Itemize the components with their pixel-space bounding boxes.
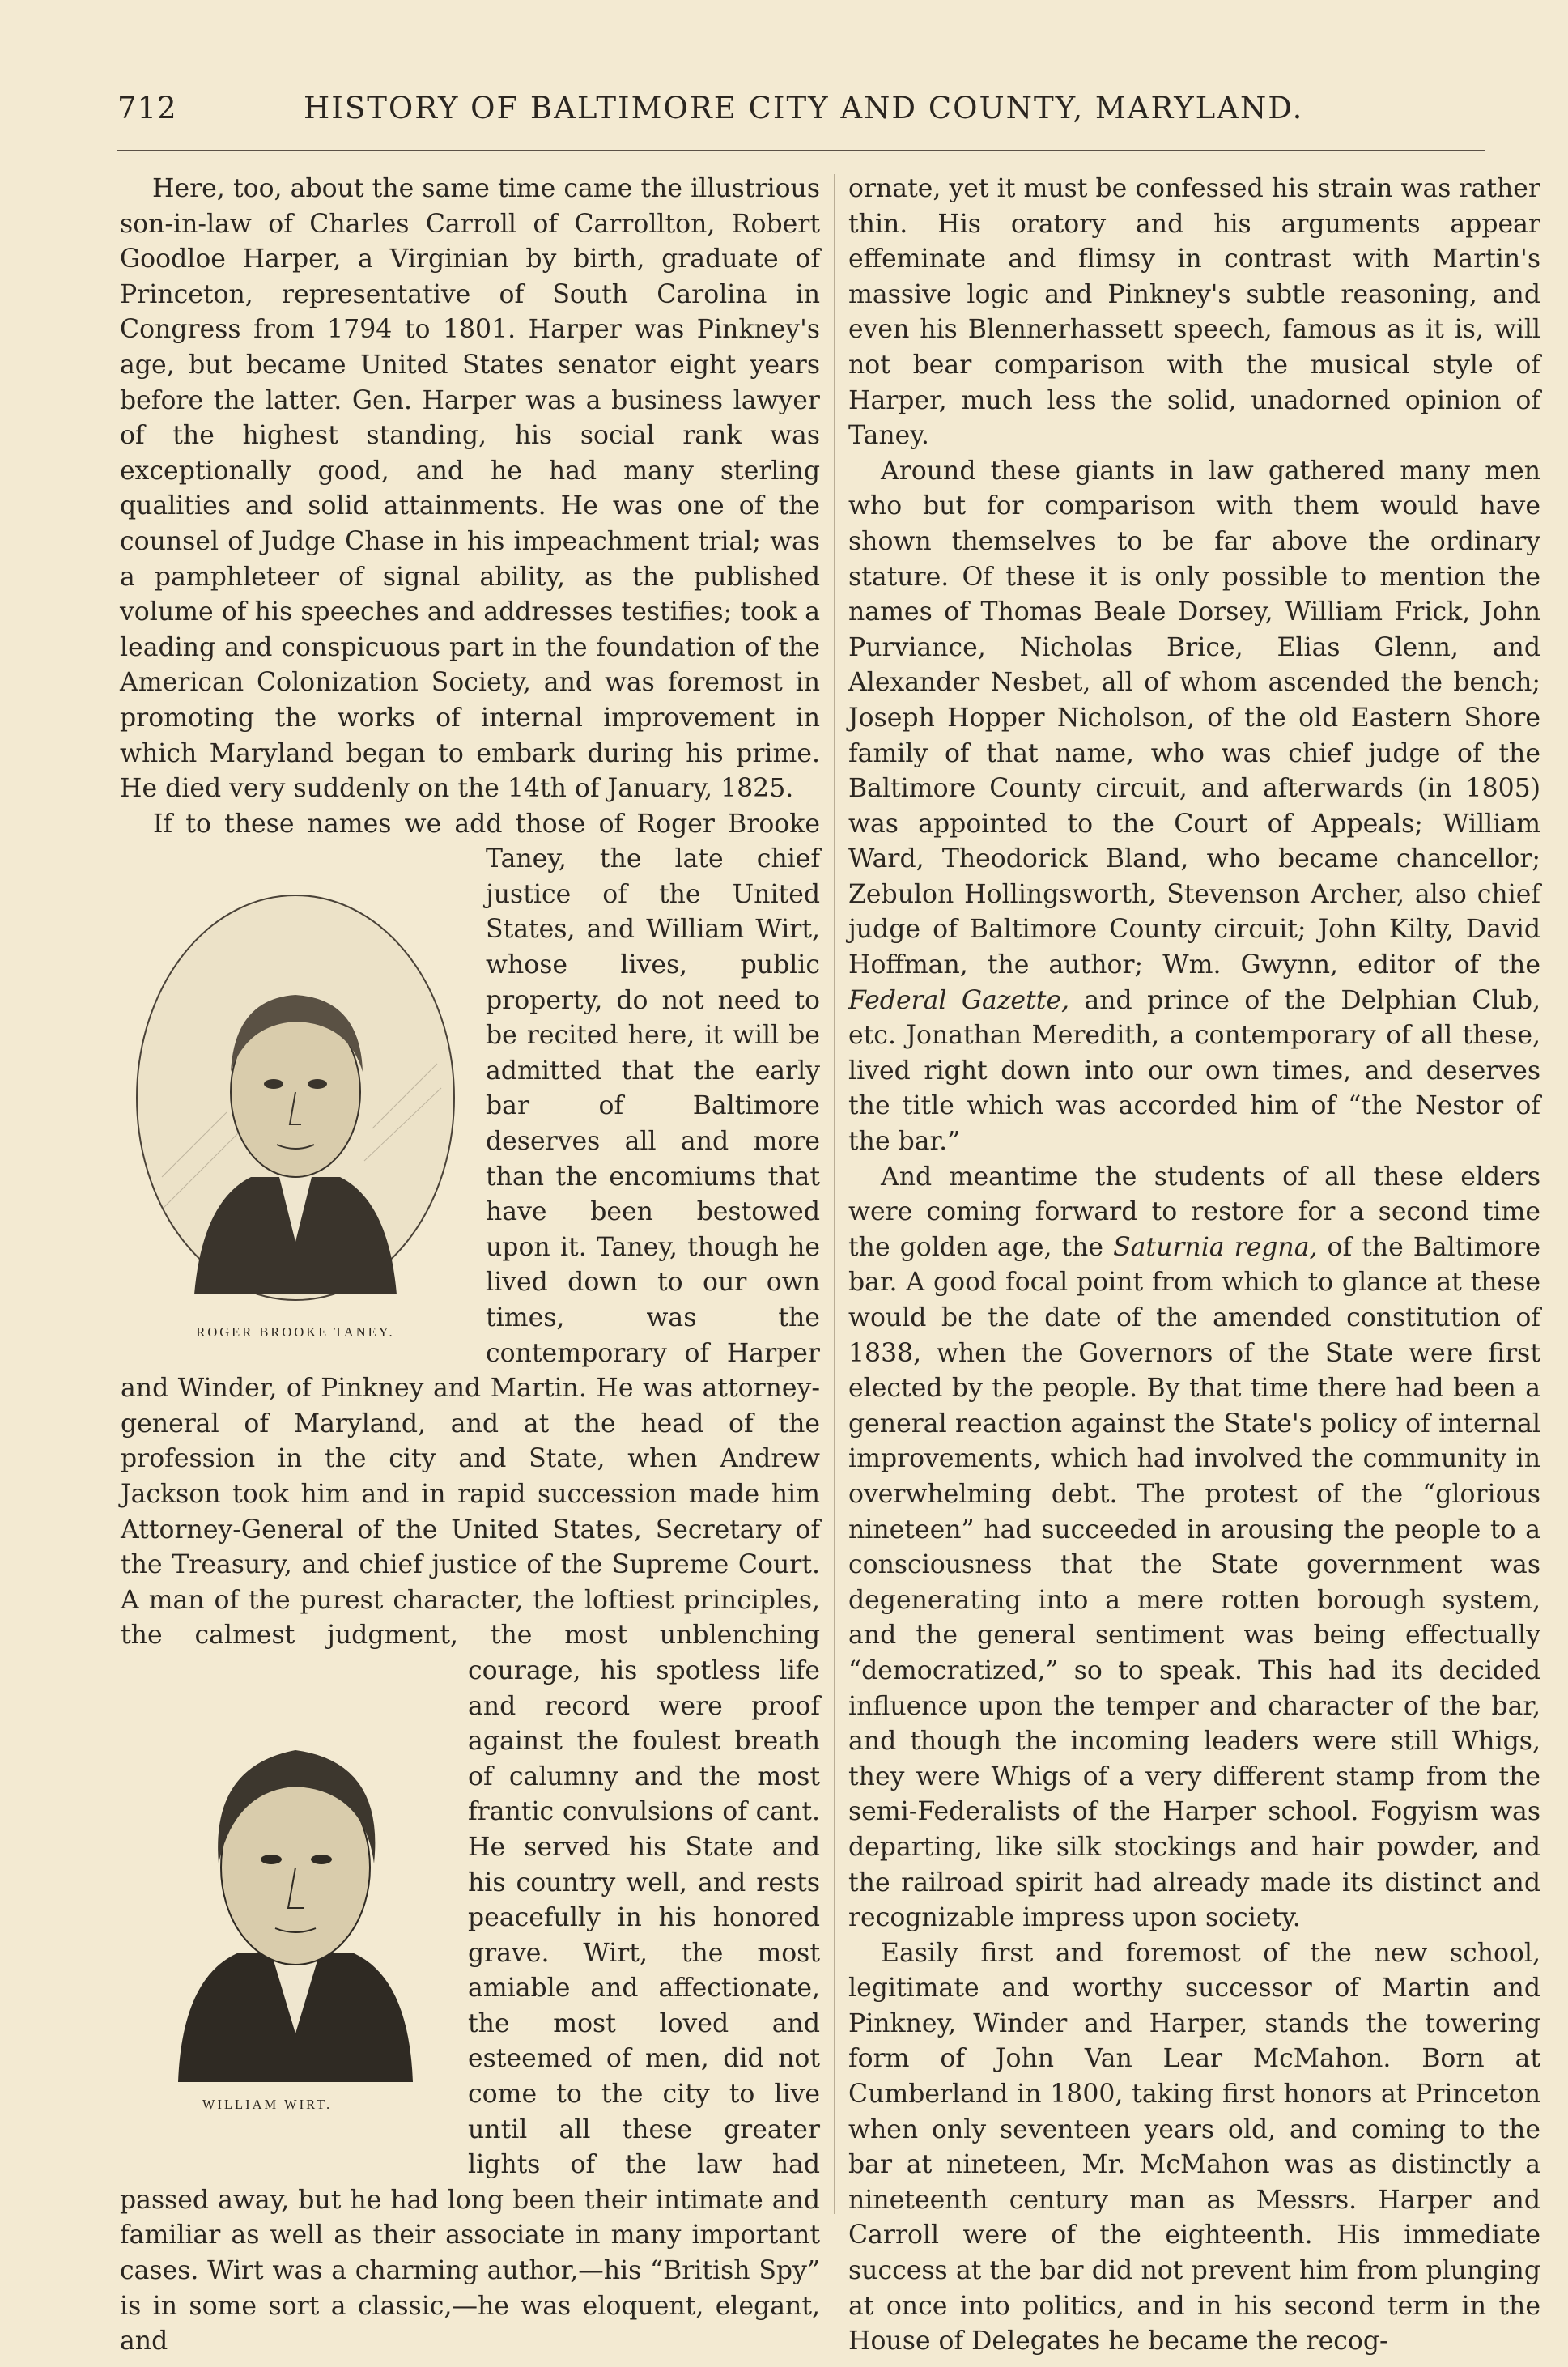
taney-portrait <box>130 886 461 1307</box>
taney-wirt-text-part2: well, and rests peacefully in his honored grave. Wirt, the most amiable and affectionate, the most loved and esteemed of men, did not come to the city to live until all these greater lights of the law had passed away, but he had long been their intimate and familiar as well as their associate in many important cases. Wirt was a charming author,—his “British Spy” is in some sort a classic,—he was eloquent, elegant, and <box>120 1868 820 2356</box>
giants-text-a: Around these giants in law gathered many men who but for comparison with them would have shown themselves to be far above the ordinary stature. Of these it is only possible to mention the names of Thomas Beale Dorsey, William Frick, John Purviance, Nicholas Brice, Elias Glenn, and Alexander Nesbet, all of whom ascended the bench; Joseph Hopper Nicholson, of the old Eastern Shore family of that name, who was chief judge of the Baltimore County circuit, and afterwards (in 1805) was appointed to the Court of Appeals; William Ward, Theodorick Bland, who became chancellor; Zebulon Hollingsworth, Stevenson Archer, also chief judge of Baltimore County circuit; John Kilty, David Hoffman, the author; Wm. Gwynn, editor of the <box>848 456 1540 980</box>
golden-age-text-a: And meantime the students of all these elders were coming forward to restore for a second time the golden age, the <box>848 1162 1540 1262</box>
float-offset <box>120 807 121 878</box>
page-header <box>117 91 1485 136</box>
running-title: HISTORY OF BALTIMORE CITY AND COUNTY, MARYLAND. <box>304 91 1304 125</box>
paragraph-giants-in-law <box>848 454 1540 1160</box>
column-divider <box>834 174 835 2214</box>
wirt-caption: WILLIAM WIRT. <box>202 2096 333 2112</box>
paragraph-mcmahon: Easily first and foremost of the new school, legitimate and worthy successor of Martin and Pinkney, Winder and Harper, stands the towering form of John Van Lear McMahon. Born at Cumberland in 1800, taking first honors at Princeton when only seventeen years old, and coming to the bar at nineteen, Mr. McMahon was as distinctly a nineteenth century man as Messrs. Harper and Carroll were of the eighteenth. His immediate success at the bar did not prevent him from plunging at once into politics, and in his second term in the House of Delegates he became the recog- <box>848 1938 1540 2356</box>
paragraph-wirt-continued: ornate, yet it must be confessed his strain was rather thin. His oratory and his arguments appear effeminate and flimsy in contrast with Martin's massive logic and Pinkney's subtle reasoning, and even his Blennerhassett speech, famous as it is, will not bear comparison with the musical style of Harper, much less the solid, unadorned opinion of Taney. <box>848 174 1540 451</box>
paragraph-harper: Here, too, about the same time came the illustrious son-in-law of Charles Carroll of Carrollton, Robert Goodloe Harper, a Virginian by birth, graduate of Princeton, representative of South Carolina in Congress from 1794 to 1801. Harper was Pinkney's age, but became United States senator eight years before the latter. Gen. Harper was a business lawyer of the highest standing, his social rank was exceptionally good, and he had many sterling qualities and solid attainments. He was one of the counsel of Judge Chase in his impeachment trial; was a pamphleteer of signal ability, as the published volume of his speeches and addresses testifies; took a leading and conspicuous part in the foundation of the American Colonization Society, and was foremost in promoting the works of internal improvement in which Maryland began to embark during his prime. He died very suddenly on the 14th of January, 1825. <box>120 174 820 804</box>
golden-age-text-b: of the Baltimore bar. A good focal point from which to glance at these would be the date of the amended constitution of 1838, when the Governors of the State were first elected by the people. By that time there had been a general reaction against the State's policy of internal improvements, which had involved the community in overwhelming debt. The protest of the “glorious nineteen” had succeeded in arousing the people to a consciousness that the State government was degenerating into a mere rotten borough system, and the general sentiment was being effectually “democratized,” so to speak. This had its decided influence upon the temper and character of the bar, and though the incoming leaders were still Whigs, they were Whigs of a very different stamp from the semi-Federalists of the Harper school. Fogyism was departing, like silk stockings and hair powder, and the railroad spirit had already made its distinct and recognizable impress upon society. <box>848 1232 1540 1933</box>
figure-wirt <box>121 1693 470 2112</box>
taney-wirt-text-part1: If to these names we add those of Roger Brooke Taney, the late chief justice of the United States, and William Wirt, whose lives, public property, do not need to be recited here, it will be admitted that the early bar of Baltimore deserves all and more than the encomiums that have been bestowed upon it. Taney, though he lived down to our own times, was the contemporary of Harper and Winder, of Pinkney and Martin. He was attorney-general of Maryland, and at the head of the profession in the city and State, when Andrew Jackson took him and in rapid succession made him Attorney-General of the United States, Secretary of the Treasury, and chief justice of the Supreme Court. A man of the purest character, the loftiest principles, the calmest judgment, the most unblenching courage, his spotless life and record were proof against the foulest breath of calumny and the most frantic convulsions of cant. He served his State and his country <box>121 809 820 1897</box>
taney-caption: ROGER BROOKE TANEY. <box>196 1324 395 1340</box>
paragraph-golden-age <box>848 1160 1540 1936</box>
wirt-portrait <box>162 1693 429 2082</box>
figure-taney <box>121 886 470 1340</box>
giants-text-b: and prince of the Delphian Club, etc. Jonathan Meredith, a contemporary of all these, lived right down into our own times, and deserves the title which was accorded him of “the Nestor of the bar.” <box>848 985 1540 1157</box>
page-number: 712 <box>117 91 177 125</box>
right-column <box>848 172 1540 2360</box>
header-rule <box>117 150 1485 151</box>
saturnia-regna: Saturnia regna, <box>1113 1232 1318 1262</box>
federal-gazette-title: Federal Gazette, <box>848 985 1070 1015</box>
